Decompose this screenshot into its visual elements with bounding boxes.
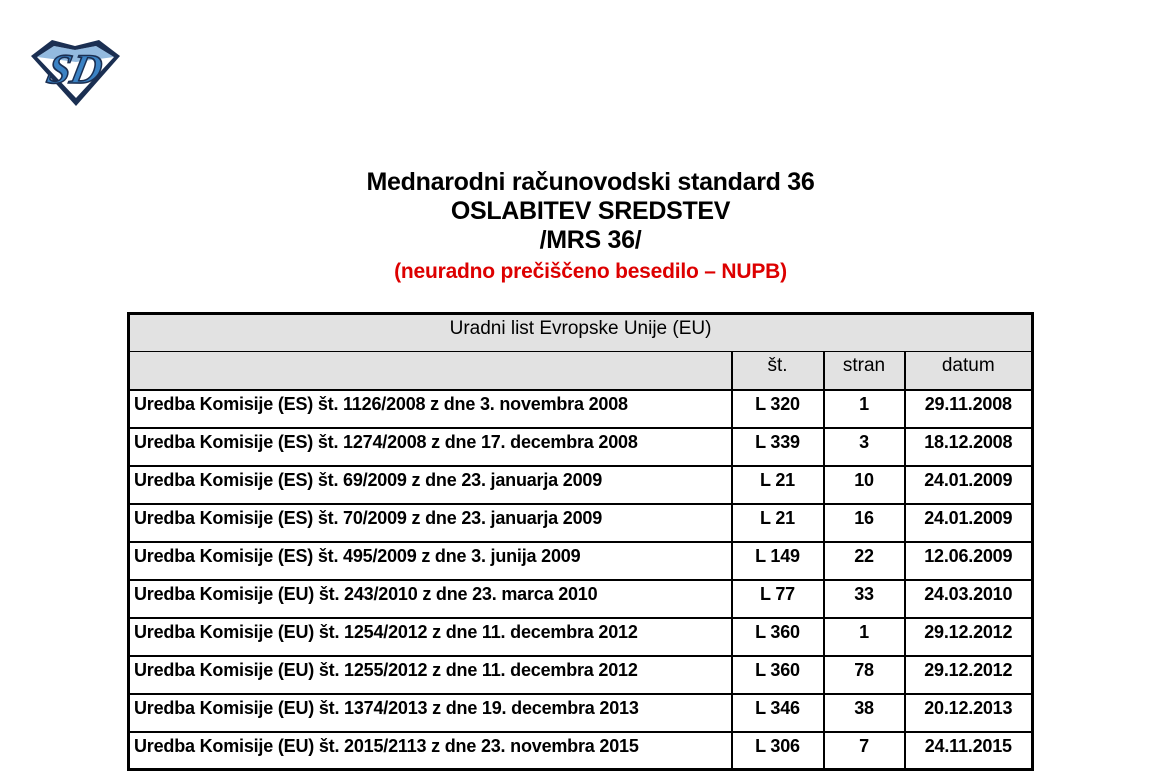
page-number: 7 <box>824 732 905 770</box>
column-header-stran: stran <box>824 352 905 390</box>
page-number: 33 <box>824 580 905 618</box>
publication-date: 12.06.2009 <box>905 542 1033 580</box>
ojeu-regulations-table <box>127 312 1034 771</box>
title-line-1: Mednarodni računovodski standard 36 <box>366 168 815 196</box>
table-header-row <box>129 352 1033 390</box>
table-row <box>129 504 1033 542</box>
table-row <box>129 466 1033 504</box>
publication-date: 24.11.2015 <box>905 732 1033 770</box>
regulation-title: Uredba Komisije (EU) št. 1255/2012 z dne 11. decembra 2012 <box>129 656 732 694</box>
page-number: 16 <box>824 504 905 542</box>
publication-date: 18.12.2008 <box>905 428 1033 466</box>
table-caption: Uradni list Evropske Unije (EU) <box>129 314 1033 352</box>
ojeu-number: L 346 <box>732 694 824 732</box>
column-header-empty <box>129 352 732 390</box>
regulation-title: Uredba Komisije (ES) št. 69/2009 z dne 23. januarja 2009 <box>129 466 732 504</box>
ojeu-number: L 360 <box>732 618 824 656</box>
column-header-datum: datum <box>905 352 1033 390</box>
page-number: 3 <box>824 428 905 466</box>
ojeu-number: L 21 <box>732 504 824 542</box>
column-header-st: št. <box>732 352 824 390</box>
ojeu-number: L 149 <box>732 542 824 580</box>
ojeu-number: L 77 <box>732 580 824 618</box>
publication-date: 24.01.2009 <box>905 504 1033 542</box>
sd-logo <box>28 36 123 108</box>
sd-logo-text: SD <box>43 46 107 93</box>
title-line-3: /MRS 36/ <box>539 226 642 254</box>
table-row <box>129 732 1033 770</box>
ojeu-number: L 360 <box>732 656 824 694</box>
publication-date: 24.03.2010 <box>905 580 1033 618</box>
ojeu-number: L 320 <box>732 390 824 428</box>
table-row <box>129 542 1033 580</box>
sd-logo-icon <box>28 36 123 108</box>
page-number: 78 <box>824 656 905 694</box>
title-subtitle: (neuradno prečiščeno besedilo – NUPB) <box>394 260 787 283</box>
table-row <box>129 390 1033 428</box>
table-row <box>129 428 1033 466</box>
table-body <box>129 390 1033 770</box>
regulation-title: Uredba Komisije (EU) št. 1254/2012 z dne 11. decembra 2012 <box>129 618 732 656</box>
page-number: 1 <box>824 618 905 656</box>
page-number: 1 <box>824 390 905 428</box>
page-number: 22 <box>824 542 905 580</box>
regulation-title: Uredba Komisije (EU) št. 2015/2113 z dne 23. novembra 2015 <box>129 732 732 770</box>
table-row <box>129 656 1033 694</box>
ojeu-number: L 21 <box>732 466 824 504</box>
table-row <box>129 618 1033 656</box>
table-caption-row <box>129 314 1033 352</box>
publication-date: 29.11.2008 <box>905 390 1033 428</box>
page-number: 38 <box>824 694 905 732</box>
regulation-title: Uredba Komisije (ES) št. 1126/2008 z dne 3. novembra 2008 <box>129 390 732 428</box>
table-row <box>129 580 1033 618</box>
publication-date: 29.12.2012 <box>905 656 1033 694</box>
ojeu-number: L 339 <box>732 428 824 466</box>
document-title-block <box>12 168 1169 285</box>
title-line-2: OSLABITEV SREDSTEV <box>450 197 731 225</box>
publication-date: 24.01.2009 <box>905 466 1033 504</box>
regulation-title: Uredba Komisije (EU) št. 243/2010 z dne 23. marca 2010 <box>129 580 732 618</box>
table-row <box>129 694 1033 732</box>
ojeu-number: L 306 <box>732 732 824 770</box>
regulation-title: Uredba Komisije (ES) št. 495/2009 z dne 3. junija 2009 <box>129 542 732 580</box>
regulation-title: Uredba Komisije (ES) št. 70/2009 z dne 23. januarja 2009 <box>129 504 732 542</box>
regulation-title: Uredba Komisije (ES) št. 1274/2008 z dne 17. decembra 2008 <box>129 428 732 466</box>
publication-date: 29.12.2012 <box>905 618 1033 656</box>
publication-date: 20.12.2013 <box>905 694 1033 732</box>
regulation-title: Uredba Komisije (EU) št. 1374/2013 z dne 19. decembra 2013 <box>129 694 732 732</box>
page-number: 10 <box>824 466 905 504</box>
